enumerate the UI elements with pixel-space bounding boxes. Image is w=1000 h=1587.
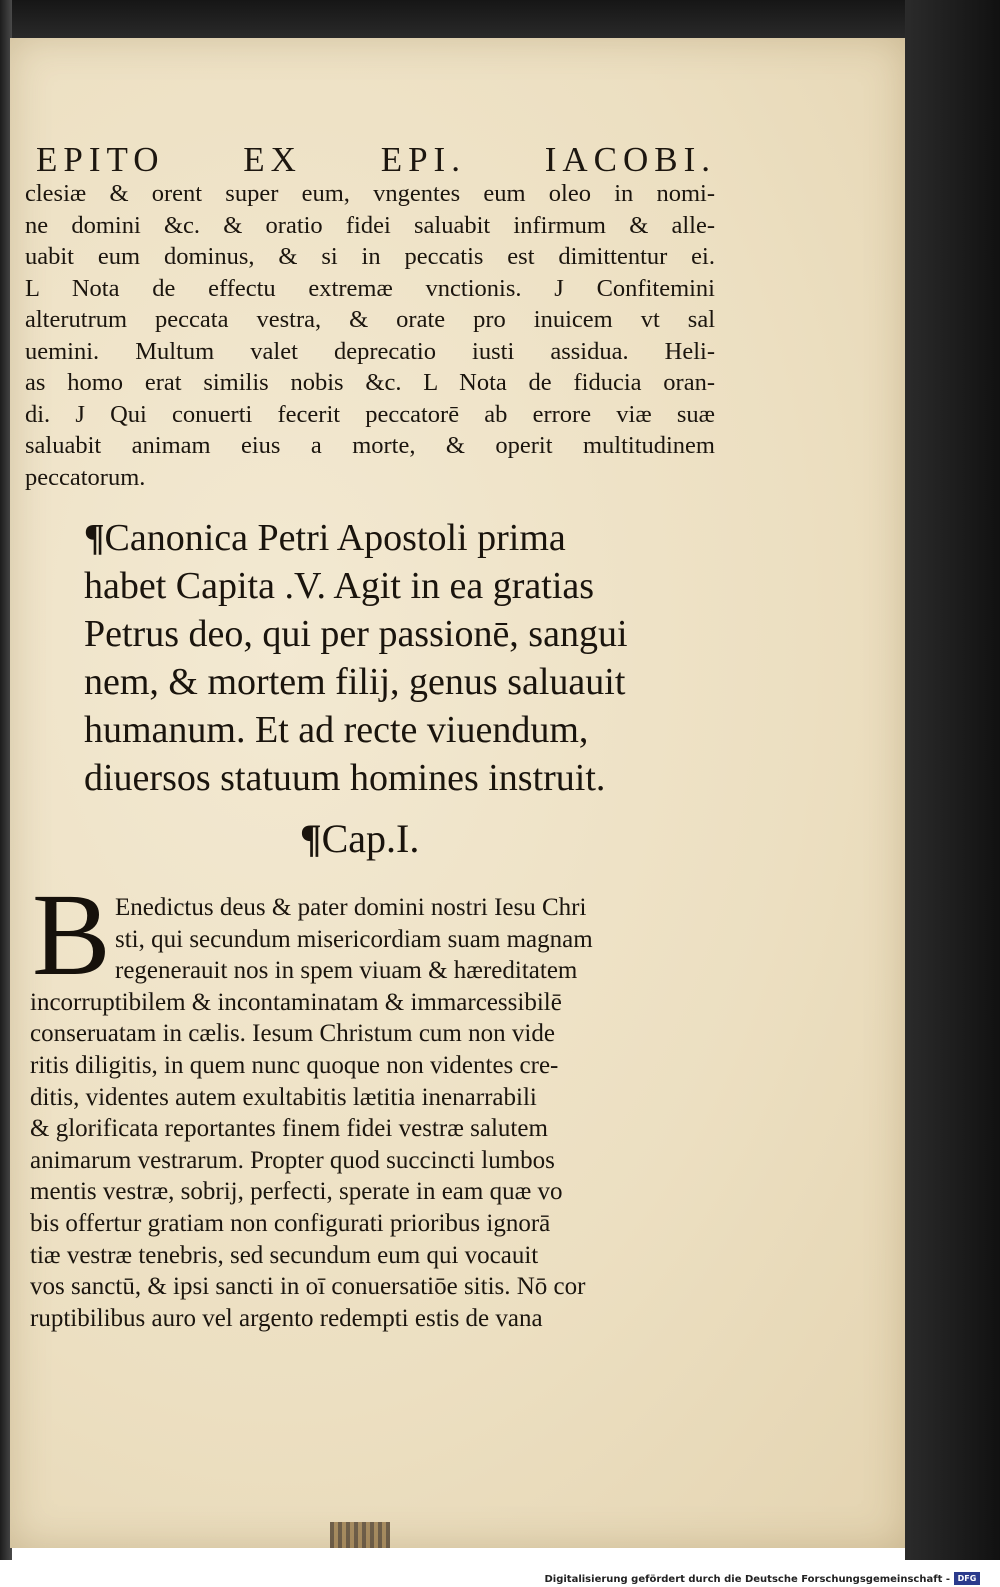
scan-background-right	[905, 0, 1000, 1560]
header-left: EPITO	[36, 140, 165, 179]
text-line: as homo erat similis nobis &c. L Nota de fiducia oran-	[25, 369, 715, 396]
book-summary	[84, 514, 704, 802]
chapter-heading	[300, 815, 419, 862]
header-middle-1: EX	[243, 140, 302, 179]
text-line: incorruptibilem & incontaminatam & immarcessibilē	[30, 988, 562, 1016]
digitization-credit: Digitalisierung gefördert durch die Deutsche Forschungsgemeinschaft -	[544, 1574, 950, 1585]
summary-line: humanum. Et ad recte viuendum,	[84, 709, 589, 751]
text-line: mentis vestræ, sobrij, perfecti, sperate in eam quæ vo	[30, 1178, 563, 1206]
text-line: Enedictus deus & pater domini nostri Iesu Chri	[115, 894, 587, 921]
text-line: ruptibilibus auro vel argento redempti estis de vana	[30, 1304, 543, 1332]
summary-line: diuersos statuum homines instruit.	[84, 757, 606, 799]
running-header	[36, 140, 716, 180]
text-line: tiæ vestræ tenebris, sed secundum eum qui vocauit	[30, 1241, 539, 1269]
summary-line: nem, & mortem filij, genus saluauit	[84, 661, 626, 703]
text-line: alterutrum peccata vestra, & orate pro inuicem vt sal	[25, 306, 715, 333]
text-line: vos sanctū, & ipsi sancti in oī conuersatiōe sitis. Nō cor	[30, 1273, 586, 1301]
text-line: & glorificata reportantes finem fidei vestræ salutem	[30, 1115, 548, 1143]
dfg-logo-icon: DFG	[954, 1572, 980, 1585]
text-line: animarum vestrarum. Propter quod succincti lumbos	[30, 1146, 555, 1174]
summary-line: Petrus deo, qui per passionē, sangui	[84, 613, 628, 655]
text-line: ritis diligitis, in quem nunc quoque non videntes cre-	[30, 1051, 559, 1079]
text-line: conseruatam in cælis. Iesum Christum cum non vide	[30, 1020, 555, 1048]
scan-background-top	[0, 0, 1000, 40]
header-right: IACOBI.	[544, 140, 716, 179]
text-line: bis offertur gratiam non configurati prioribus ignorā	[30, 1209, 551, 1237]
text-line: peccatorum.	[25, 463, 146, 491]
text-line: regenerauit nos in spem viuam & hæreditatem	[115, 957, 578, 985]
text-line: ditis, videntes autem exultabitis lætitia inenarrabili	[30, 1083, 537, 1111]
header-middle-2: EPI.	[380, 140, 466, 179]
chapter-label: Cap.I.	[321, 816, 420, 861]
summary-line: habet Capita .V. Agit in ea gratias	[84, 565, 595, 607]
summary-line: ¶Canonica Petri Apostoli prima	[84, 517, 566, 559]
drop-cap-initial: B	[32, 869, 111, 1000]
text-line: uemini. Multum valet deprecatio iusti assidua. Heli-	[25, 337, 715, 365]
text-line: ne domini &c. & oratio fidei saluabit infirmum & alle-	[25, 211, 715, 239]
previous-text-block	[25, 178, 715, 493]
text-line: di. J Qui conuerti fecerit peccatorē ab errore viæ suæ	[25, 400, 715, 428]
text-line: saluabit animam eius a morte, & operit multitudinem	[25, 432, 715, 459]
chapter-text-block	[30, 892, 710, 1334]
text-line: sti, qui secundum misericordiam suam magnam	[115, 925, 593, 953]
binding-edge	[330, 1522, 390, 1548]
text-line: clesiæ & orent super eum, vngentes eum oleo in nomi-	[25, 180, 715, 207]
pilcrow-icon: ¶	[300, 816, 322, 861]
text-line: uabit eum dominus, & si in peccatis est dimittentur ei.	[25, 243, 715, 270]
text-line: L Nota de effectu extremæ vnctionis. J Confitemini	[25, 274, 715, 302]
pilcrow-icon: ¶	[84, 517, 105, 559]
